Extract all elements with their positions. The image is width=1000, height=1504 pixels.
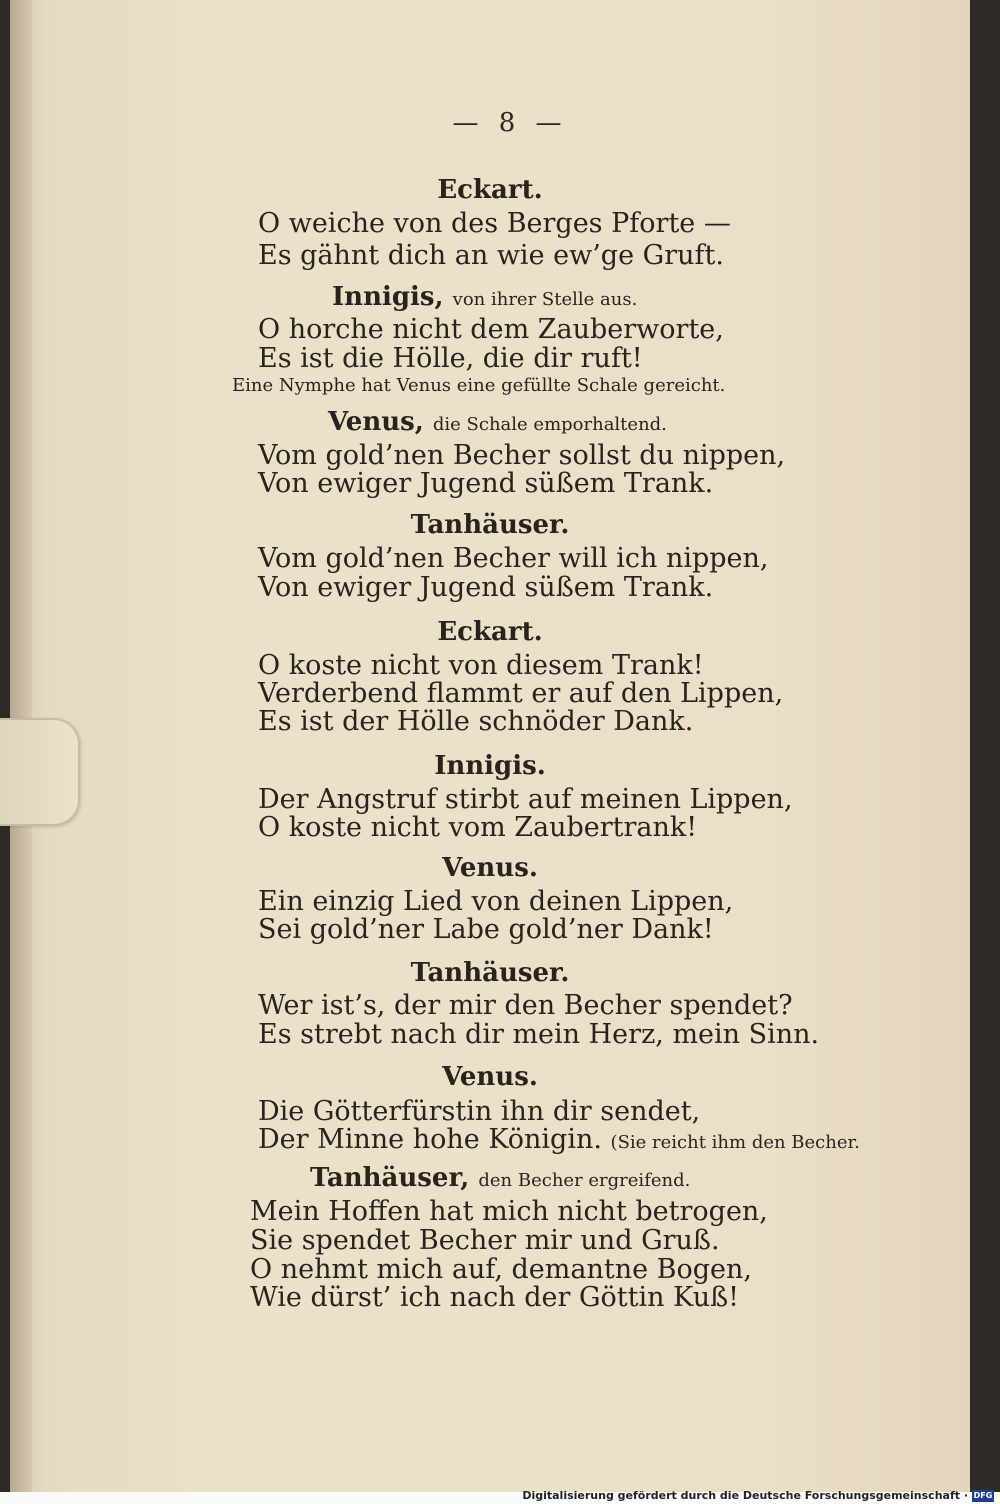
verse-line: Von ewiger Jugend süßem Trank. [258,572,714,603]
speaker-name: Tanhäuser, [310,1163,470,1193]
page-number: — 8 — [452,108,568,138]
speaker-line [310,1163,690,1193]
speaker-name: Eckart. [437,617,543,647]
stage-note: von ihrer Stelle aus. [452,289,638,310]
verse-line: Vom gold’nen Becher will ich nippen, [258,543,769,574]
speaker-name: Venus, [328,407,424,437]
verse-line: O nehmt mich auf, demantne Bogen, [250,1254,753,1285]
speaker-name: Venus. [442,853,538,883]
speaker-line [328,407,667,437]
verse-line: Vom gold’nen Becher sollst du nippen, [258,440,786,471]
speaker-name: Tanhäuser. [410,510,570,540]
stage-direction: Eine Nymphe hat Venus eine gefüllte Schale gereicht. [232,375,726,396]
funding-credit: Digitalisierung gefördert durch die Deutsche Forschungsgemeinschaft · [522,1489,968,1502]
dfg-logo: DFG [973,1491,993,1500]
verse-line: Mein Hoffen hat mich nicht betrogen, [250,1196,768,1227]
verse-line: Ein einzig Lied von deinen Lippen, [258,886,734,917]
verse-line: Es ist der Hölle schnöder Dank. [258,706,694,737]
verse-line: Wie dürst’ ich nach der Göttin Kuß! [250,1282,739,1313]
verse-line: Die Götterfürstin ihn dir sendet, [258,1096,701,1127]
verse-line: Von ewiger Jugend süßem Trank. [258,468,714,499]
verse-line: Sei gold’ner Labe gold’ner Dank! [258,914,714,945]
speaker-line [10,853,970,883]
verse-line: Verderbend flammt er auf den Lippen, [258,678,784,709]
speaker-name: Tanhäuser. [410,958,570,988]
verse-line: Es ist die Hölle, die dir ruft! [258,343,643,374]
speaker-name: Innigis. [434,751,546,781]
verse-line: Es strebt nach dir mein Herz, mein Sinn. [258,1019,820,1050]
speaker-line [10,175,970,205]
scanner-clip [0,718,80,826]
verse-line: Der Angstruf stirbt auf meinen Lippen, [258,784,793,815]
speaker-line [10,1062,970,1092]
speaker-name: Innigis, [332,282,444,312]
speaker-line [10,958,970,988]
verse-line: O koste nicht vom Zaubertrank! [258,812,698,843]
speaker-name: Venus. [442,1062,538,1092]
verse-line: O koste nicht von diesem Trank! [258,650,704,681]
stage-note: die Schale emporhaltend. [432,414,667,435]
verse-line: Es gähnt dich an wie ew’ge Gruft. [258,240,724,271]
stage-note: den Becher ergreifend. [478,1170,691,1191]
speaker-line [10,510,970,540]
verse-line: O weiche von des Berges Pforte — [258,208,731,239]
verse-text: Der Minne hohe Königin. [258,1124,602,1155]
verse-line: O horche nicht dem Zauberworte, [258,314,724,345]
speaker-line [10,617,970,647]
speaker-line [10,751,970,781]
speaker-name: Eckart. [437,175,543,205]
book-page [10,0,970,1492]
stage-note: (Sie reicht ihm den Becher. [610,1132,860,1153]
verse-line: Sie spendet Becher mir und Gruß. [250,1225,720,1256]
speaker-line [332,282,637,312]
verse-line [258,1124,860,1155]
verse-line: Wer ist’s, der mir den Becher spendet? [258,990,793,1021]
